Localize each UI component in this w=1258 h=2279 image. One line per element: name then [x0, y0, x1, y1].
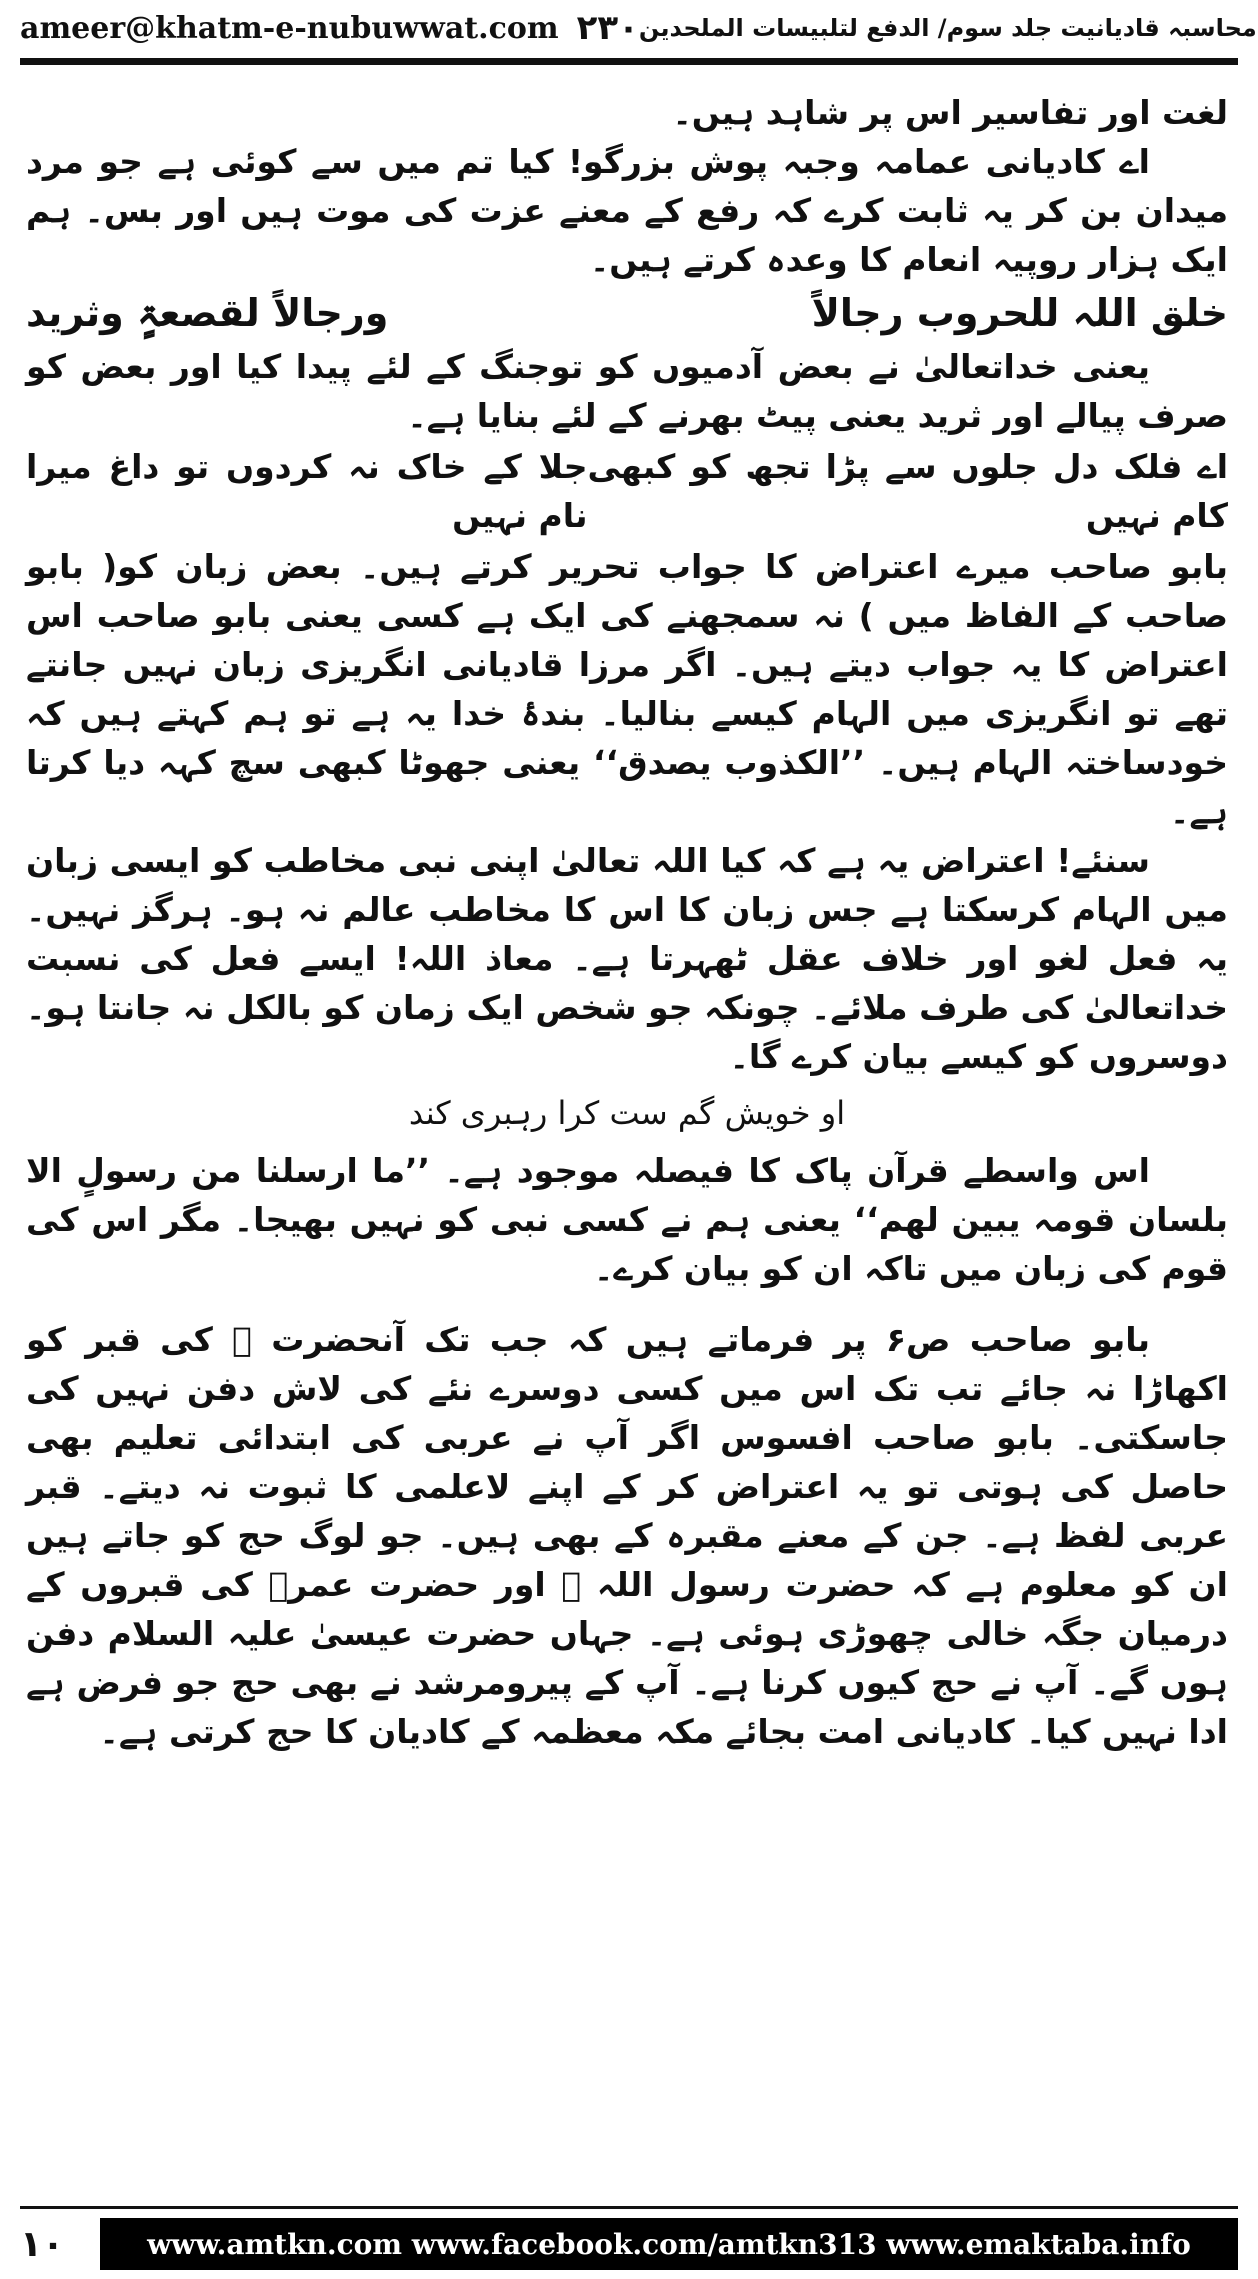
- paragraph: سنئے! اعتراض یہ ہے کہ کیا اللہ تعالیٰ اپنی نبی مخاطب کو ایسی زبان میں الہام کرسکتا ہے جس زبان کا اس کا مخاطب عالم نہ ہو۔ ہرگز نہیں۔ یہ فعل لغو اور خلاف عقل ٹھہرتا ہے۔ معاذ اللہ! ایسے فعل کی نسبت خداتعالیٰ کی طرف ملائے۔ چونکہ جو شخص ایک زمان کو بالکل نہ جانتا ہو۔ دوسروں کو کیسے بیان کرے گا۔: [26, 841, 1228, 1076]
- footer-number: ۱۰: [20, 2223, 64, 2265]
- paragraph: لغت اور تفاسیر اس پر شاہد ہیں۔: [672, 93, 1228, 132]
- paragraph: بابو صاحب میرے اعتراض کا جواب تحریر کرتے ہیں۔ بعض زبان کو( بابو صاحب کے الفاظ میں ) نہ سمجھنے کی ایک ہے کسی یعنی بابو صاحب اس اعتراض کا یہ جواب دیتے ہیں۔ اگر مرزا قادیانی انگریزی زبان نہیں جانتے تھے تو انگریزی میں الہام کیسے بنالیا۔ بندۂ خدا یہ ہے تو ہم کہتے ہیں کہ خودساختہ الہام ہیں۔ ’’الکذوب یصدق‘‘ یعنی جھوٹا کبھی سچ کہہ دیا کرتا ہے۔: [26, 547, 1228, 831]
- couplet-left: جلا کے خاک نہ کردوں تو داغ میرا نام نہیں: [26, 447, 588, 535]
- persian-line: او خویش گم ست کرا رہبری کند: [408, 1094, 846, 1132]
- couplet-right: اے فلک دل جلوں سے پڑا تجھ کو کبھی کام نہیں: [587, 447, 1228, 535]
- paragraph: اے کادیانی عمامہ وجبہ پوش بزرگو! کیا تم میں سے کوئی ہے جو مرد میدان بن کر یہ ثابت کرے کہ رفع کے معنے عزت کی موت ہیں اور بس۔ ہم ایک ہزار روپیہ انعام کا وعدہ کرتے ہیں۔: [26, 142, 1228, 279]
- arabic-verse: [26, 286, 1228, 340]
- footer-links[interactable]: www.amtkn.com www.facebook.com/amtkn313 www.emaktaba.info: [100, 2218, 1238, 2270]
- header-email[interactable]: ameer@khatm-e-nubuwwat.com: [20, 10, 559, 46]
- header-page-number: ۲۳۰: [576, 8, 639, 48]
- header-rule: [20, 58, 1238, 65]
- verse-translation: یعنی خداتعالیٰ نے بعض آدمیوں کو توجنگ کے لئے پیدا کیا اور بعض کو صرف پیالے اور ثرید یعنی پیٹ بھرنے کے لئے بنایا ہے۔: [26, 347, 1228, 435]
- page-body: [26, 88, 1228, 1756]
- spacer: [26, 1293, 1228, 1315]
- page-header: [20, 4, 1257, 52]
- header-book-title: محاسبہ قادیانیت جلد سوم/ الدفع لتلبیسات الملحدین: [638, 14, 1257, 42]
- footer-rule: [20, 2206, 1238, 2209]
- page-footer: [20, 2215, 1238, 2273]
- paragraph: اس واسطے قرآن پاک کا فیصلہ موجود ہے۔ ’’ما ارسلنا من رسولٍ الا بلسان قومہ یبین لھم‘‘ یعنی ہم نے کسی نبی کو نہیں بھیجا۔ مگر اس کی قوم کی زبان میں تاکہ ان کو بیان کرے۔: [26, 1151, 1228, 1288]
- verse-right-hemistich: خلق اللہ للحروب رجالاً: [811, 291, 1228, 335]
- verse-left-hemistich: ورجالاً لقصعۃٍ وثرید: [26, 291, 389, 335]
- urdu-couplet: [26, 442, 1228, 540]
- paragraph: بابو صاحب ص۶ پر فرماتے ہیں کہ جب تک آنحضرت ﷺ کی قبر کو اکھاڑا نہ جائے تب تک اس میں کسی دوسرے نئے کی لاش دفن نہیں کی جاسکتی۔ بابو صاحب افسوس اگر آپ نے عربی کی ابتدائی تعلیم بھی حاصل کی ہوتی تو یہ اعتراض کر کے اپنے لاعلمی کا ثبوت نہ دیتے۔ قبر عربی لفظ ہے۔ جن کے معنے مقبرہ کے بھی ہیں۔ جو لوگ حج کو جاتے ہیں ان کو معلوم ہے کہ حضرت رسول اللہ ﷺ اور حضرت عمرؓ کی قبروں کے درمیان جگہ خالی چھوڑی ہوئی ہے۔ جہاں حضرت عیسیٰ علیہ السلام دفن ہوں گے۔ آپ نے حج کیوں کرنا ہے۔ آپ کے پیرومرشد نے بھی حج جو فرض ہے ادا نہیں کیا۔ کادیانی امت بجائے مکہ معظمہ کے کادیان کا حج کرتی ہے۔: [26, 1320, 1228, 1751]
